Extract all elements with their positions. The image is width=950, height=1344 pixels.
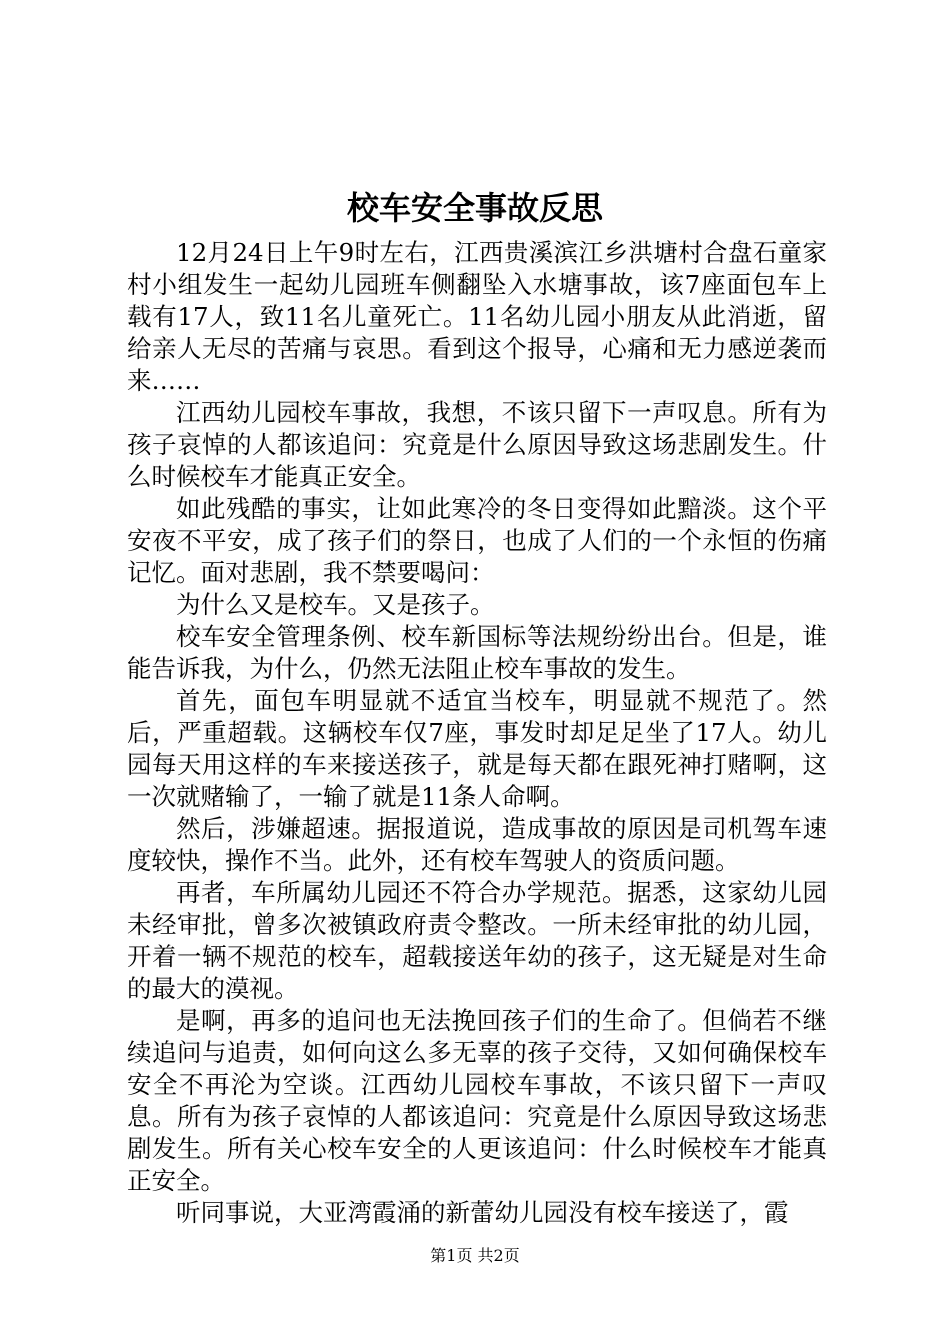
- paragraph: 再者，车所属幼儿园还不符合办学规范。据悉，这家幼儿园未经审批，曾多次被镇政府责令整改。一所未经审批的幼儿园，开着一辆不规范的校车，超载接送年幼的孩子，这无疑是对生命的最大的漠视。: [127, 878, 827, 1003]
- paragraph: 江西幼儿园校车事故，我想，不该只留下一声叹息。所有为孩子哀悼的人都该追问：究竟是什么原因导致这场悲剧发生。什么时候校车才能真正安全。: [127, 398, 827, 491]
- paragraph: 12月24日上午9时左右，江西贵溪滨江乡洪塘村合盘石童家村小组发生一起幼儿园班车侧翻坠入水塘事故，该7座面包车上载有17人，致11名儿童死亡。11名幼儿园小朋友从此消逝，留给亲人无尽的苦痛与哀思。看到这个报导，心痛和无力感逆袭而来……: [127, 238, 827, 395]
- page-footer: 第1页 共2页: [430, 1246, 520, 1265]
- paragraph: 首先，面包车明显就不适宜当校车，明显就不规范了。然后，严重超载。这辆校车仅7座，事发时却足足坐了17人。幼儿园每天用这样的车来接送孩子，就是每天都在跟死神打赌啊，这一次就赌输了，一输了就是11条人命啊。: [127, 686, 827, 811]
- paragraph: 如此残酷的事实，让如此寒冷的冬日变得如此黯淡。这个平安夜不平安，成了孩子们的祭日，也成了人们的一个永恒的伤痛记忆。面对悲剧，我不禁要喝问：: [127, 494, 827, 587]
- paragraph: 听同事说，大亚湾霞涌的新蕾幼儿园没有校车接送了，霞: [176, 1198, 789, 1227]
- paragraph: 为什么又是校车。又是孩子。: [176, 590, 495, 619]
- document-body: [127, 237, 827, 1229]
- paragraph: 校车安全管理条例、校车新国标等法规纷纷出台。但是，谁能告诉我，为什么，仍然无法阻止校车事故的发生。: [127, 622, 827, 683]
- document-title: 校车安全事故反思: [346, 189, 603, 227]
- paragraph: 然后，涉嫌超速。据报道说，造成事故的原因是司机驾车速度较快，操作不当。此外，还有校车驾驶人的资质问题。: [127, 814, 827, 875]
- paragraph: 是啊，再多的追问也无法挽回孩子们的生命了。但倘若不继续追问与追责，如何向这么多无辜的孩子交待，又如何确保校车安全不再沦为空谈。江西幼儿园校车事故，不该只留下一声叹息。所有为孩子哀悼的人都该追问：究竟是什么原因导致这场悲剧发生。所有关心校车安全的人更该追问：什么时候校车才能真正安全。: [127, 1006, 827, 1195]
